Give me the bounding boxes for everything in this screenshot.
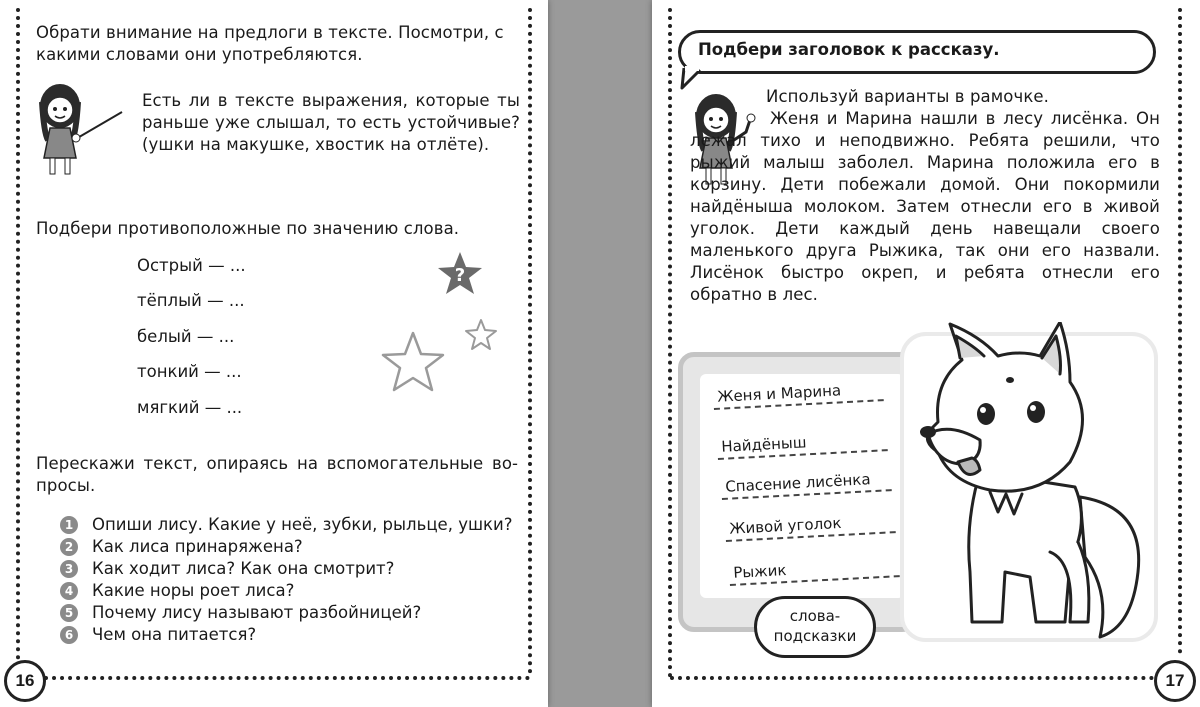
bubble-tail (678, 66, 708, 90)
antonym-item: Острый — ... (137, 256, 246, 275)
questions-list (60, 514, 530, 646)
question-item-text: Чем она питается? (92, 625, 257, 644)
antonym-item: белый — ... (137, 327, 235, 346)
question-item-text: Опиши лису. Какие у неё, зубки, рыльце, ушки? (92, 515, 513, 534)
number-badge: 2 (60, 538, 78, 556)
antonym-item: мягкий — ... (137, 398, 243, 417)
number-badge: 4 (60, 582, 78, 600)
list-item (60, 624, 530, 646)
task-heading: Подбери заголовок к рассказу. (698, 40, 1000, 59)
retell-text: Перескажи текст, опираясь на вспомогательные вопросы. (36, 454, 518, 495)
question-item-text: Как лиса принаряжена? (92, 537, 303, 556)
page-number: 16 (4, 660, 46, 702)
girl-with-pointer-illustration (30, 82, 126, 182)
antonym-item: тонкий — ... (137, 362, 242, 381)
list-item (60, 558, 530, 580)
story-body: Женя и Марина нашли в лесу лисёнка. Он лежал тихо и неподвижно. Ребята решили, что рыжий малыш заболел. Марина положила его в корзину. Дети побежали домой. Они покормили найдёныша молоком. Затем отнесли его в живой уголок. Дети каждый день навещали своего маленького друга Рыжика, так они его назвали. Лисёнок быстро окреп, и ребята отнесли его обратно в лес. (690, 109, 1160, 304)
question-star-icon (436, 250, 484, 298)
intro-text: Обрати внимание на предлоги в тексте. Посмотри, с какими словами они употребляются. (36, 23, 504, 64)
number-badge: 1 (60, 516, 78, 534)
small-star-icon (464, 318, 498, 352)
star-icon (380, 330, 446, 396)
antonym-item: тёплый — ... (137, 291, 245, 310)
story-text (690, 108, 1160, 306)
right-border-left (668, 8, 672, 678)
number-badge: 6 (60, 626, 78, 644)
title-option: Живой уголок (725, 511, 896, 542)
right-border-right (1178, 8, 1182, 654)
left-border-bottom (44, 676, 530, 680)
antonyms-title: Подбери противоположные по значению слова. (36, 219, 460, 238)
question-item-text: Как ходит лиса? Как она смотрит? (92, 559, 395, 578)
list-item (60, 514, 530, 536)
question-item-text: Почему лису называют разбойницей? (92, 603, 422, 622)
fox-cub-illustration (910, 322, 1150, 642)
page-number: 17 (1154, 660, 1196, 702)
title-option: Женя и Марина (713, 379, 884, 410)
hint-label: слова-подсказки (773, 607, 857, 645)
left-border-left (16, 8, 20, 668)
list-item (60, 580, 530, 602)
right-border-bottom (670, 676, 1154, 680)
number-badge: 3 (60, 560, 78, 578)
number-badge: 5 (60, 604, 78, 622)
instruction-text: Используй варианты в рамочке. (766, 87, 1049, 106)
title-option: Рыжик (729, 555, 900, 586)
question-item-text: Какие норы роет лиса? (92, 581, 295, 600)
title-option: Спасение лисёнка (721, 469, 892, 500)
list-item (60, 602, 530, 624)
question-text: Есть ли в тексте выражения, которые ты раньше уже слышал, то есть устойчивые? (ушки на макушке, хвостик на отлёте). (142, 91, 520, 154)
list-item (60, 536, 530, 558)
star-mark: ? (454, 265, 466, 286)
title-option: Найдёныш (717, 429, 888, 460)
